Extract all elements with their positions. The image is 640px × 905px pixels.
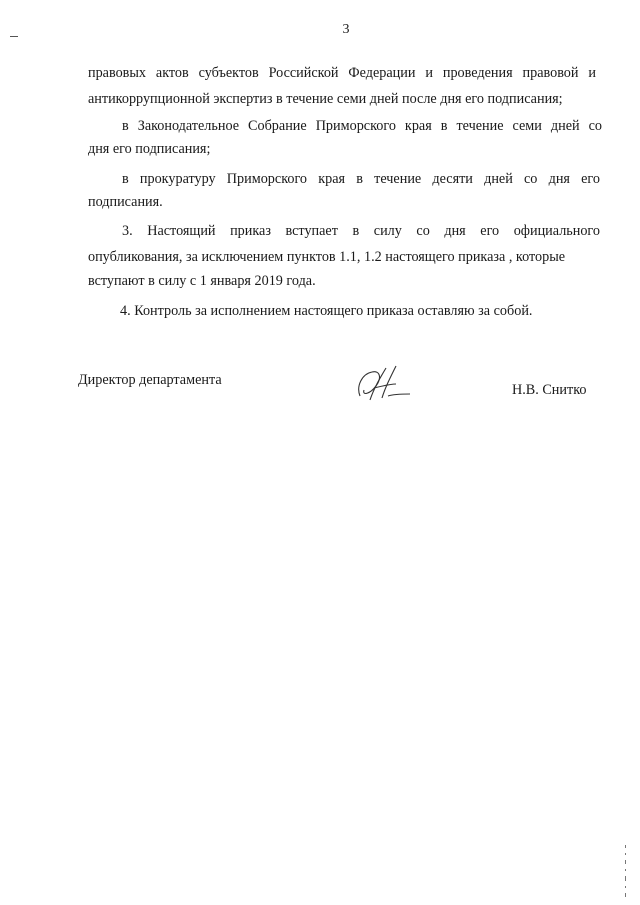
signature-block xyxy=(0,372,640,412)
text-line: правовых актов субъектов Российской Федерации и проведения правовой и xyxy=(88,65,596,81)
scan-artifact xyxy=(624,845,627,900)
signatory-name: Н.В. Снитко xyxy=(512,382,587,398)
text-line: 3. Настоящий приказ вступает в силу со дня его официального xyxy=(122,223,600,239)
text-line: в прокуратуру Приморского края в течение десяти дней со дня его xyxy=(122,171,600,187)
text-line: вступают в силу с 1 января 2019 года. xyxy=(88,273,316,289)
text-line: опубликования, за исключением пунктов 1.1, 1.2 настоящего приказа , которые xyxy=(88,249,566,265)
page-number: 3 xyxy=(342,22,350,37)
scan-artifact xyxy=(10,36,18,37)
text-line: 4. Контроль за исполнением настоящего приказа оставляю за собой. xyxy=(120,303,533,319)
text-line: подписания. xyxy=(88,194,163,210)
text-line: антикоррупционной экспертиз в течение семи дней после дня его подписания; xyxy=(88,91,563,107)
handwritten-signature xyxy=(352,360,412,410)
text-line: в Законодательное Собрание Приморского края в течение семи дней со xyxy=(122,118,602,134)
text-line: дня его подписания; xyxy=(88,141,211,157)
signatory-title: Директор департамента xyxy=(78,372,222,388)
